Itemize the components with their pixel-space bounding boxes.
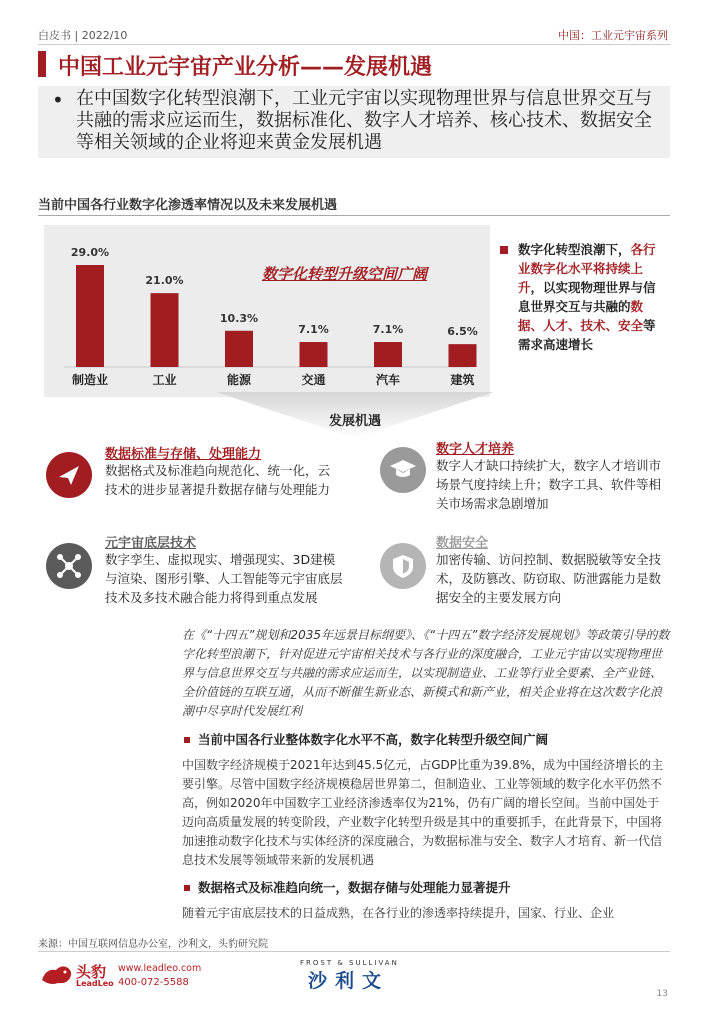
header-divider <box>38 44 670 45</box>
section-heading: 数据格式及标准趋向统一，数据存储与处理能力显著提升 <box>198 880 511 895</box>
partner-name-cn: 沙利文 <box>308 970 390 992</box>
opportunity-title: 数字人才培养 <box>436 442 515 457</box>
network-icon <box>46 543 92 589</box>
opportunities-label: 发展机遇 <box>328 414 381 429</box>
bar-category-label-0: 制造业 <box>71 373 109 387</box>
bar-3 <box>300 342 328 367</box>
series-name: 中国：工业元宇宙系列 <box>558 29 668 42</box>
bar-chart <box>44 225 490 397</box>
footer-divider <box>38 951 670 952</box>
page-number: 13 <box>656 989 668 999</box>
bar-category-label-5: 建筑 <box>450 373 475 387</box>
footer-brand: 头豹 <box>76 963 107 981</box>
doc-type-date: 白皮书 | 2022/10 <box>38 29 128 42</box>
chart-section-title: 当前中国各行业数字化渗透率情况以及未来发展机遇 <box>38 198 338 213</box>
section-heading: 当前中国各行业整体数字化水平不高，数字化转型升级空间广阔 <box>198 732 549 747</box>
opportunity-description: 数字人才缺口持续扩大，数字人才培训市场景气度持续上升；数字工具、软件等相关市场需求急剧增加 <box>436 458 662 511</box>
footer-phone: 400-072-5588 <box>118 977 189 988</box>
bar-category-label-3: 交通 <box>301 373 326 387</box>
opportunity-title: 数据标准与存储、处理能力 <box>105 447 262 462</box>
opportunity-title: 数据安全 <box>436 536 489 551</box>
summary-text: 在中国数字化转型浪潮下，工业元宇宙以实现物理世界与信息世界交互与共融的需求应运而生，数据标准化、数字人才培养、核心技术、数据安全等相关领域的企业将迎来黄金发展机遇 <box>76 88 652 153</box>
bar-value-label-1: 21.0% <box>145 274 184 288</box>
footer-website[interactable]: www.leadleo.com <box>118 963 202 974</box>
bar-category-label-1: 工业 <box>152 373 177 387</box>
footer-brand-en: LeadLeo <box>76 979 114 988</box>
paper-plane-icon <box>46 452 92 498</box>
opportunity-description: 数据格式及标准趋向规范化、统一化，云技术的进步显著提升数据存储与处理能力 <box>105 463 331 497</box>
note-part-5: 等需求高速增长 <box>518 318 656 352</box>
summary-bullet: • <box>52 88 64 112</box>
bar-category-label-4: 汽车 <box>375 373 401 387</box>
partner-name-en: FROST & SULLIVAN <box>300 959 399 967</box>
note-part-1: 数字化转型浪潮下， <box>518 242 631 257</box>
section-bullet <box>184 737 190 743</box>
bar-value-label-3: 7.1% <box>298 323 329 337</box>
chart-headline: 数字化转型升级空间广阔 <box>262 265 428 283</box>
note-part-2: 各行业数字化水平将持续上升 <box>518 242 656 295</box>
shield-icon <box>380 543 426 589</box>
bar-2 <box>225 331 253 367</box>
note-bullet <box>500 246 508 254</box>
note-part-4: 数据、人才、技术、安全 <box>518 299 644 333</box>
intro-paragraph: 在《“十四五”规划和2035年远景目标纲要》、《“十四五”数字经济发展规划》等政策引导的数字化转型浪潮下，针对促进元宇宙相关技术与各行业的深度融合，工业元宇宙以实现物理世界与信息世界交互与共融的需求应运而生，以实现制造业、工业等行业全要素、全产业链、全价值链的互联互通，从而不断催生新业态、新模式和新产业，相关企业将在这次数字化浪潮中尽享时代发展红利 <box>182 628 670 718</box>
section-body: 中国数字经济规模于2021年达到45.5亿元，占GDP比重为39.8%，成为中国经济增长的主要引擎。尽管中国数字经济规模稳居世界第二，但制造业、工业等领域的数字化水平仍然不高，例如2020年中国数字工业经济渗透率仅为21%，仍有广阔的增长空间。当前中国处于迈向高质量发展的转变阶段，产业数字化转型升级是其中的重要抓手，在此背景下，中国将加速推动数字化技术与实体经济的深度融合，为数据标准与安全、数字人才培育、新一代信息技术发展等领域带来新的发展机遇 <box>182 758 664 867</box>
section-bullet <box>184 885 190 891</box>
bar-category-label-2: 能源 <box>226 373 252 387</box>
opportunity-description: 加密传输、访问控制、数据脱敏等安全技术，及防篡改、防窃取、防泄露能力是数据安全的主要发展方向 <box>436 552 662 605</box>
chart-section-divider <box>38 215 670 216</box>
bar-value-label-5: 6.5% <box>447 325 478 339</box>
bar-4 <box>374 342 402 367</box>
source-note: 来源：中国互联网信息办公室，沙利文，头豹研究院 <box>38 939 268 950</box>
bar-1 <box>151 293 179 367</box>
bar-value-label-4: 7.1% <box>372 323 404 337</box>
graduation-cap-icon <box>380 447 426 493</box>
bar-5 <box>449 344 477 367</box>
note-part-3: ，以实现物理世界与信息世界交互与共融的 <box>518 280 656 314</box>
bar-value-label-0: 29.0% <box>70 246 110 259</box>
chart-note <box>518 240 668 354</box>
opportunity-title: 元宇宙底层技术 <box>105 536 197 551</box>
opportunity-description: 数字孪生、虚拟现实、增强现实、3D建模与渲染、图形引擎、人工智能等元宇宙底层技术及多技术融合能力将得到重点发展 <box>105 552 343 605</box>
bar-0 <box>76 265 104 367</box>
title-accent-bar <box>38 51 46 77</box>
bar-value-label-2: 10.3% <box>219 311 259 325</box>
leopard-logo-icon <box>40 962 74 988</box>
section-body: 随着元宇宙底层技术的日益成熟，在各行业的渗透率持续提升，国家、行业、企业 <box>182 906 615 920</box>
page-title: 中国工业元宇宙产业分析——发展机遇 <box>58 55 433 80</box>
